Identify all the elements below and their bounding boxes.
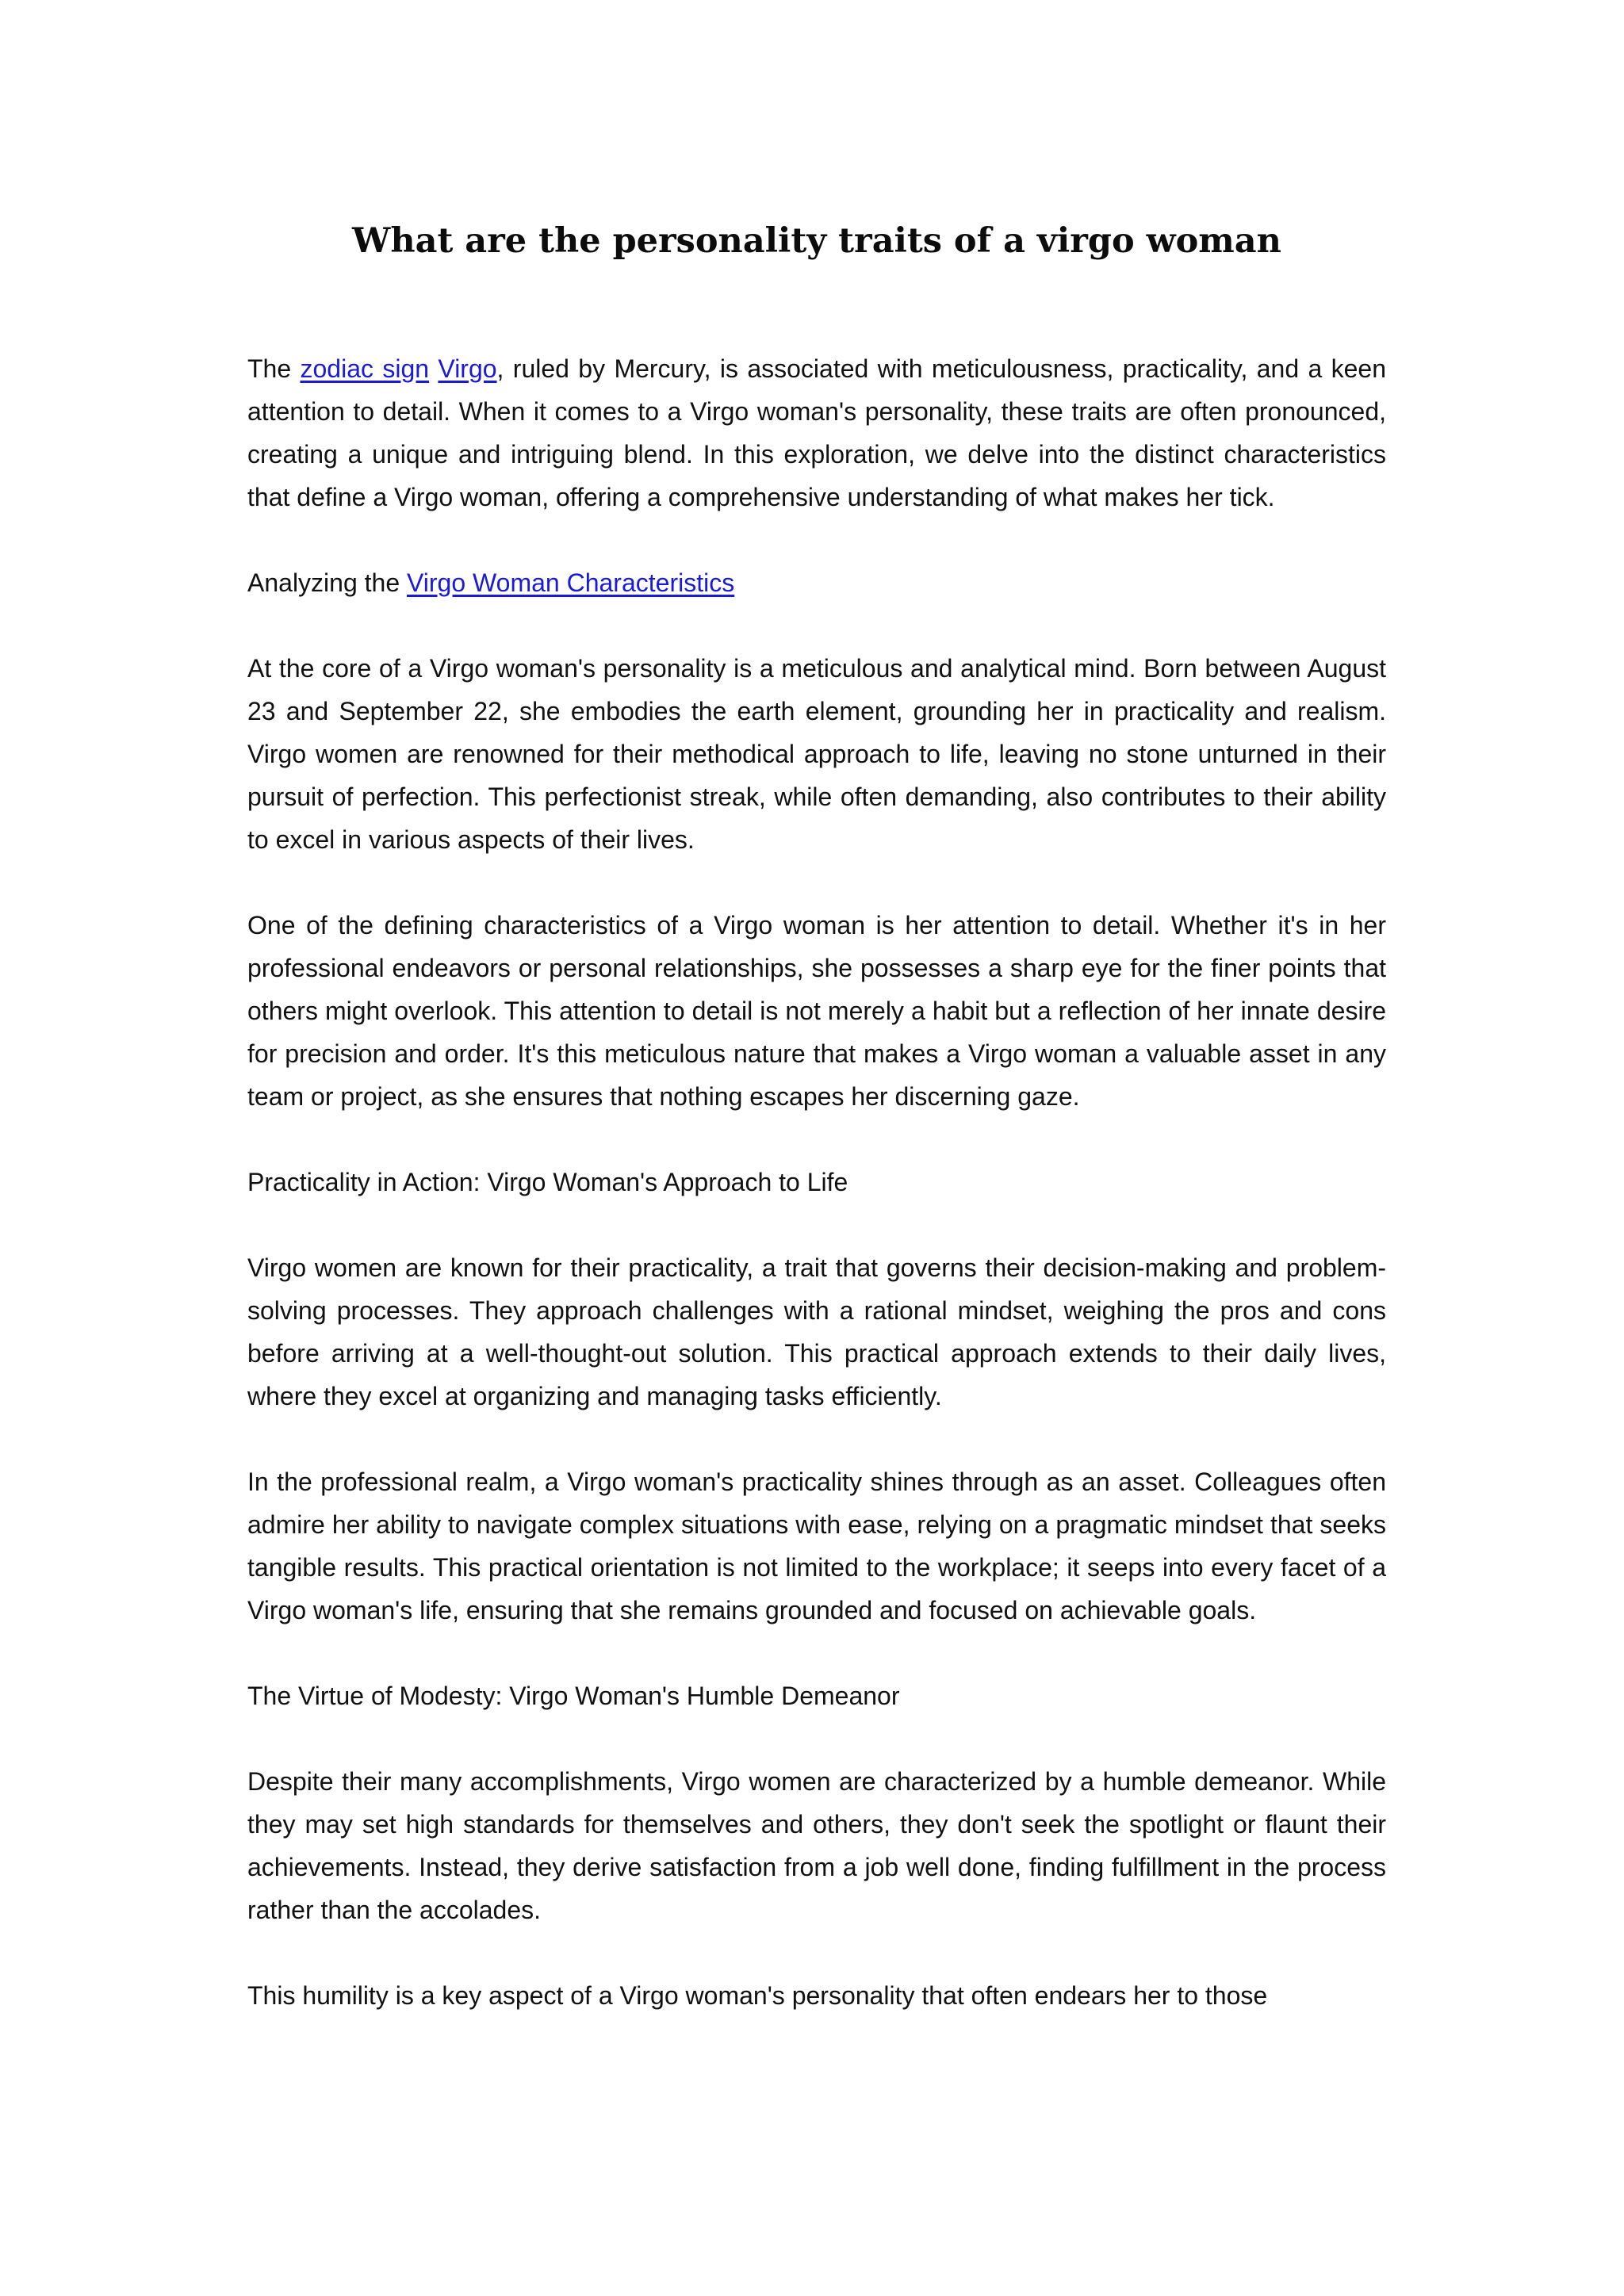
heading-analyzing-prefix: Analyzing the [247, 568, 408, 597]
virgo-link[interactable]: Virgo [438, 354, 497, 383]
detail-paragraph: One of the defining characteristics of a Virgo woman is her attention to detail. Whether it's in her professional endeavors or personal relationships, she possesses a sharp eye for the finer points that others might overlook. This attention to detail is not merely a habit but a reflection of her innate desire for precision and order. It's this meticulous nature that makes a Virgo woman a valuable asset in any team or project, as she ensures that nothing escapes her discerning gaze. [247, 911, 1386, 1111]
humility-paragraph: This humility is a key aspect of a Virgo woman's personality that often endears her to those [247, 1981, 1268, 2010]
document-body [247, 216, 1386, 2017]
spacer [247, 1118, 1386, 1161]
intro-text: , ruled by Mercury, is associated with meticulousness, practicality, and a keen attention to detail. When it comes to a Virgo woman's personality, these traits are often pronounced, creating a unique and intriguing blend. In this exploration, we delve into the distinct characteristics that define a Virgo woman, offering a comprehensive understanding of what makes her tick. [247, 354, 1387, 511]
spacer [247, 1632, 1386, 1674]
section-heading-analyzing [247, 561, 1386, 604]
spacer [247, 1931, 1386, 1974]
section-heading-practicality: Practicality in Action: Virgo Woman's Approach to Life [247, 1168, 848, 1196]
core-paragraph: At the core of a Virgo woman's personality is a meticulous and analytical mind. Born between August 23 and September 22, she embodies the earth element, grounding her in practicality and realism. Virgo women are renowned for their methodical approach to life, leaving no stone unturned in their pursuit of perfection. This perfectionist streak, while often demanding, also contributes to their ability to excel in various aspects of their lives. [247, 654, 1386, 854]
humble-paragraph: Despite their many accomplishments, Virgo women are characterized by a humble demeanor. While they may set high standards for themselves and others, they don't seek the spotlight or flaunt their achievements. Instead, they derive satisfaction from a job well done, finding fulfillment in the process rather than the accolades. [247, 1767, 1386, 1924]
spacer [247, 519, 1386, 561]
spacer [247, 861, 1386, 904]
intro-paragraph [247, 347, 1386, 519]
spacer [247, 1717, 1386, 1760]
section-heading-modesty: The Virtue of Modesty: Virgo Woman's Humble Demeanor [247, 1682, 900, 1710]
spacer [247, 1203, 1386, 1246]
spacer [247, 266, 1386, 347]
spacer [247, 1418, 1386, 1460]
intro-space [429, 354, 438, 383]
page-title: What are the personality traits of a virgo woman [352, 221, 1281, 261]
intro-prefix: The [247, 354, 301, 383]
virgo-woman-characteristics-link[interactable]: Virgo Woman Characteristics [407, 568, 735, 597]
practical-paragraph: Virgo women are known for their practicality, a trait that governs their decision-making and problem-solving processes. They approach challenges with a rational mindset, weighing the pros and cons before arriving at a well-thought-out solution. This practical approach extends to their daily lives, where they excel at organizing and managing tasks efficiently. [247, 1253, 1386, 1410]
spacer [247, 604, 1386, 647]
zodiac-sign-link[interactable]: zodiac sign [300, 354, 430, 383]
professional-paragraph: In the professional realm, a Virgo woman's practicality shines through as an asset. Colleagues often admire her ability to navigate complex situations with ease, relying on a pragmatic mindset that seeks tangible results. This practical orientation is not limited to the workplace; it seeps into every facet of a Virgo woman's life, ensuring that she remains grounded and focused on achievable goals. [247, 1468, 1386, 1624]
